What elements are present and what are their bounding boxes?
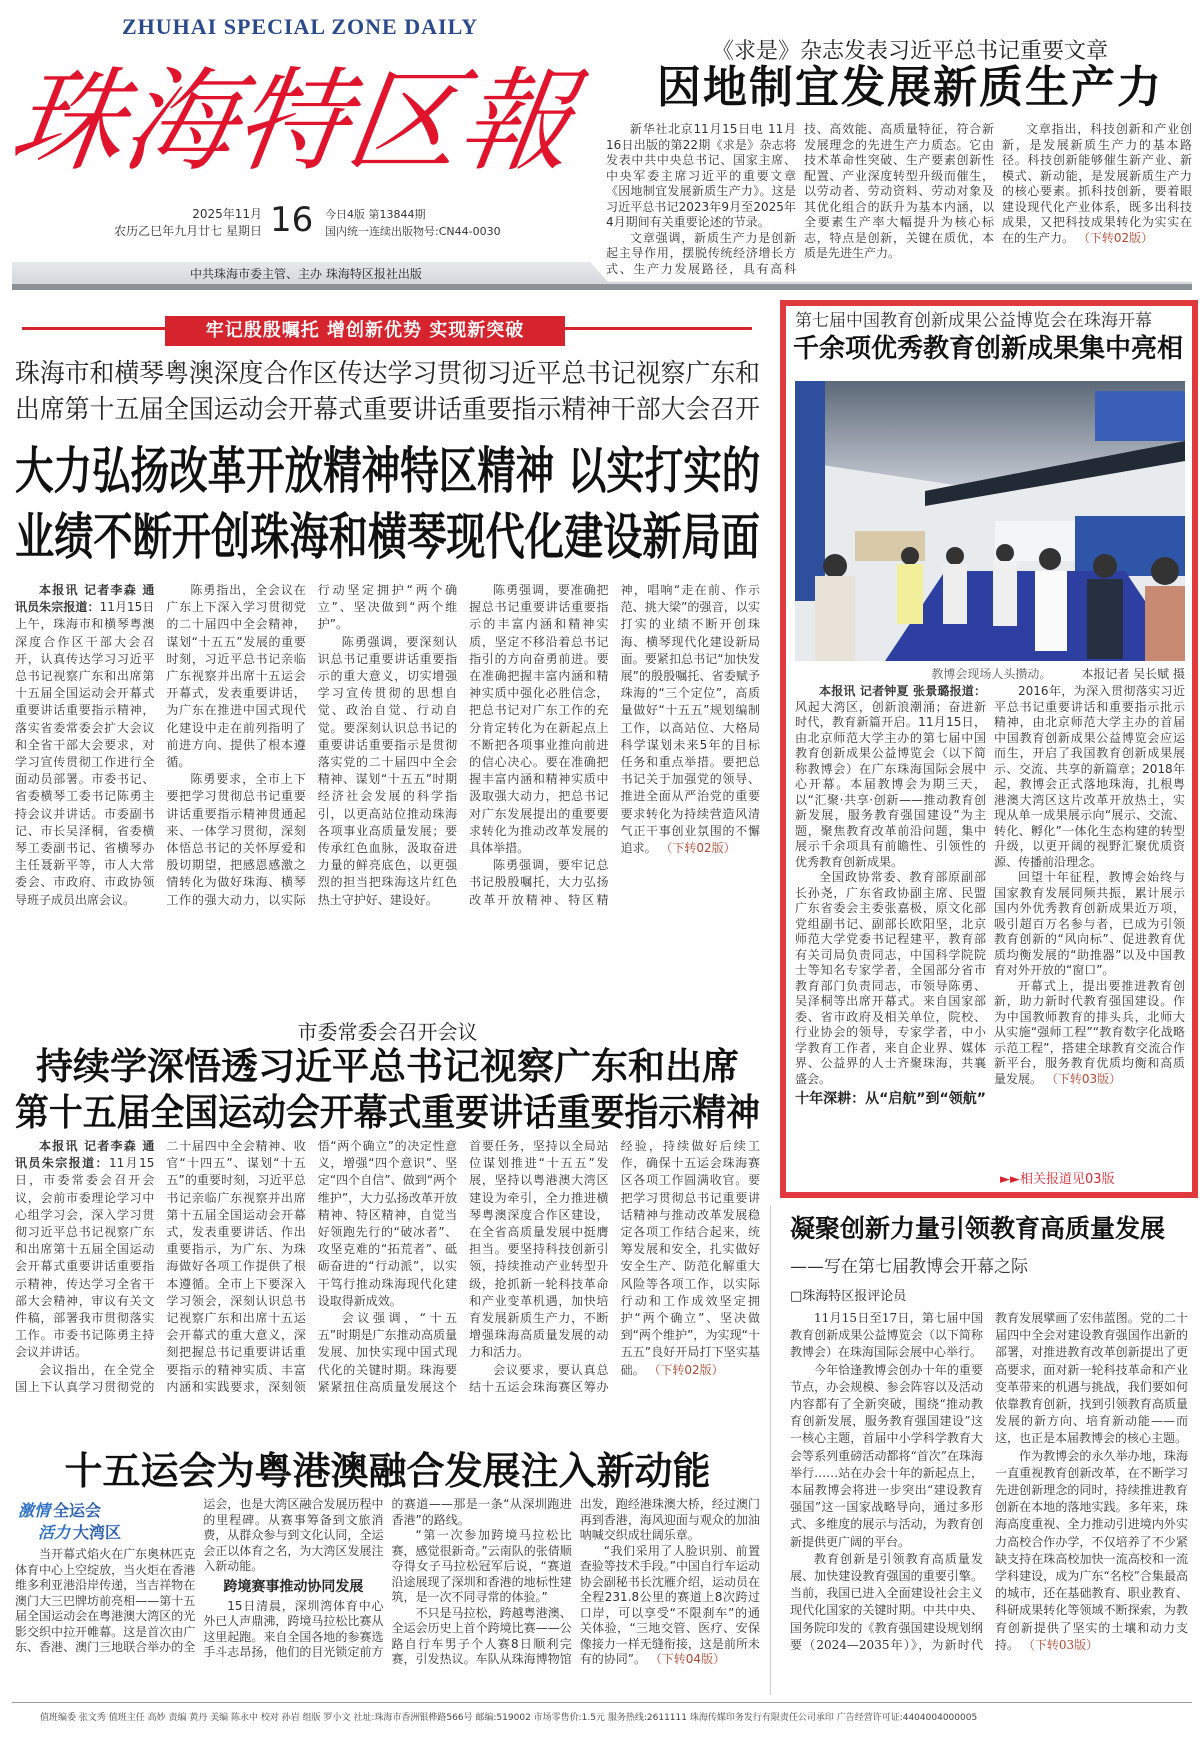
commentary-body	[790, 1310, 1188, 1694]
column-divider	[770, 1205, 771, 1695]
paragraph-text: 会议要求，要认真总结十五运会珠海赛区筹办经验，持续做好后续工作，确保十五运会珠海赛区各项工作圆满收官。要把学习贯彻总书记重要讲话精神与推动改革发展稳定各项工作结合起来，统筹发展和安全，扎实做好安全生产、防范化解重大风险等各项工作，以实际行动和工作成效坚定拥护“两个确立”、坚决做到“两个维护”，为实现“十五五”良好开局打下坚实基础。	[469, 1139, 760, 1394]
games-headline[interactable]: 十五运会为粤港澳融合发展注入新动能	[64, 1448, 711, 1493]
theme-banner: 牢记殷殷嘱托 增创新优势 实现新突破	[165, 316, 565, 346]
committee-headline-line: 第十五届全国运动会开幕式重要讲话重要指示精神	[15, 1090, 760, 1134]
paragraph	[580, 1544, 760, 1668]
dateline: 本报讯 记者李森 通讯员朱宗报道：	[15, 1139, 155, 1171]
paragraph-text: 11月15日上午，珠海市和横琴粤澳深度合作区干部大会召开，认真传达学习习近平总书记视察广东和出席第十五届全国运动会开幕式重要讲话重要指示精神，落实省委常委会扩大会议和全省干部大会要求，对学习宣传贯彻工作进行全面动员部署。市委书记、省委横琴工委书记陈勇主持会议并讲话。市委副书记、市长吴泽桐，省委横琴工委副书记、省横琴办主任聂新平等，市人大常委会、市政府、市政协领导班子成员出席会议。	[15, 600, 155, 907]
committee-kicker: 市委常委会召开会议	[297, 1020, 478, 1044]
paragraph: 陈勇强调，要深刻认识总书记重要讲话重要指示的重大意义，切实增强学习宣传贯彻的思想自觉、政治自觉、行动自觉。要深刻认识总书记的重要讲话重要指示是贯彻落实党的二十届四中全会精神、谋划“十五五”时期经济社会发展的科学指引，以更高站位推动珠海各项事业高质量发展；要传承红色血脉，汲取奋进力量的鲜亮底色，以更强烈的担当把珠海这片红色热土守护好、建设好。	[317, 634, 458, 907]
paragraph: 陈勇要求，全市上下要把学习贯彻总书记重要讲话重要指示精神贯通起来、一体学习贯彻，深刻体悟总书记的关怀厚爱和殷切期望，把感恩感激之情转化为做好珠海、横琴工作的强大动力，以实际行动坚定拥护“两个确立”、坚决做到“两个维护”。	[166, 583, 458, 907]
paragraph	[1002, 122, 1192, 246]
issue-date	[96, 206, 262, 240]
dateline: 本报讯 记者钟夏 张景璐报道：	[819, 684, 986, 698]
paragraph: 会议强调，“十五五”时期是广东推动高质量发展、加快实现中国式现代化的关键时期。珠海要紧紧扭住高质量发展这个首要任务，坚持以全局站位谋划推进“十五五”发展，坚持以粤港澳大湾区建设为牵引，全力推进横琴粤澳深度合作区建设，在全省高质量发展中挺膺担当。要坚持科技创新引领，持续推动产业转型升级，抢抓新一轮科技革命和产业变革机遇，加快培育发展新质生产力，不断增强珠海高质量发展的动力和活力。	[317, 1139, 609, 1394]
lead-subtitle-line: 珠海市和横琴粤澳深度合作区传达学习贯彻习近平总书记视察广东和	[15, 359, 760, 389]
paragraph	[994, 979, 1185, 1088]
expo-kicker: 第七届中国教育创新成果公益博览会在珠海开幕	[795, 311, 1152, 331]
paragraph: 全国政协常委、教育部原副部长孙尧，广东省政协副主席、民盟广东省委会主委张嘉极，原文化部党组副书记、副部长欧阳坚，北京师范大学党委书记程建平，教育部有关司局负责同志，中国科学院院士等知名专家学者，全国部分省市教育部门负责同志，市领导陈勇、吴泽桐等出席开幕式。来自国家部委、省市政府及相关单位，院校、行业协会的领导，专家学者，中小学教育工作者，来自企业界、媒体界、公益界的人士齐聚珠海，共襄盛会。	[795, 870, 986, 1086]
logo-script: 活力	[38, 1523, 71, 1542]
commentary-headline[interactable]: 凝聚创新力量引领教育高质量发展	[790, 1214, 1166, 1243]
qiushi-body	[606, 122, 1192, 280]
paragraph	[15, 1138, 154, 1362]
masthead-english-name: ZHUHAI SPECIAL ZONE DAILY	[122, 14, 479, 39]
expo-headline[interactable]: 千余项优秀教育创新成果集中亮相	[793, 334, 1184, 364]
paragraph: 新华社北京11月15日电 11月16日出版的第22期《求是》杂志将发表中共中央总书记、国家主席、中央军委主席习近平的重要文章《因地制宜发展新质生产力》。这是习近平总书记2023年9月至2025年4月期间有关重要论述的节录。	[606, 122, 796, 229]
date-gregorian: 2025年11月	[192, 207, 262, 221]
photo-credit: 本报记者 吴长赋 摄	[1081, 667, 1185, 681]
newspaper-logo: 珠海特区報	[2, 57, 582, 187]
related-reports-link[interactable]: ►►相关报道见03版	[1000, 1172, 1115, 1187]
paragraph: 今年恰逢教博会创办十年的重要节点，办会规模、参会阵容以及活动内容都有了全新突破，围绕“推动教育创新发展，服务教育强国建设”这一核心主题，首届中小学科学教育大会等系列重磅活动都将“首次”在珠海举行……站在办会十年的新起点上，本届教博会将进一步突出“建设教育强国”这一国家战略导向，通过多形式、多维度的展示与活动，为教育创新提供更广阔的平台。	[790, 1362, 983, 1549]
logo-line	[18, 1500, 138, 1522]
expo-body	[795, 684, 1185, 1166]
lead-body	[15, 582, 760, 1000]
paragraph	[795, 684, 986, 870]
paragraph: 文章强调，新质生产力是创新起主导作用，摆脱传统经济增长方式、生产力发展路径，具有高科技、高效能、高质量特征，符合新发展理念的先进生产力质态。它由技术革命性突破、生产要素创新性配置、产业深度转型升级而催生，以劳动者、劳动资料、劳动对象及其优化组合的跃升为基本内涵，以全要素生产率大幅提升为核心标志，特点是创新，关键在质优，本质是先进生产力。	[606, 122, 994, 276]
caption-text: 教博会现场人头攒动。	[931, 667, 1052, 681]
issue-pages: 今日4版 第13844期	[325, 208, 426, 221]
paragraph: 11月15日至17日，第七届中国教育创新成果公益博览会（以下简称教博会）在珠海国际会展中心举行。	[790, 1311, 983, 1360]
commentary-subtitle: ——写在第七届教博会开幕之际	[790, 1257, 1028, 1277]
date-lunar: 农历乙巳年九月廿七 星期日	[114, 224, 262, 238]
paragraph: 陈勇指出，全会议在广东上下深入学习贯彻党的二十届四中全会精神，谋划“十五五”发展的重要时刻，习近平总书记亲临广东视察并出席十五运会开幕式，发表重要讲话，为广东在推进中国式现代化建设中走在前列指明了前进方向、提供了根本遵循。	[166, 583, 306, 770]
paragraph: 2016年，为深入贯彻落实习近平总书记重要讲话和重要指示批示精神，由北京师范大学主办的首届中国教育创新成果公益博览会应运而生，开启了我国教育创新成果展示、交流、共享的新篇章；2018年起，教博会正式落地珠海，扎根粤港澳大湾区这片改革开放热土，实现从单一成果展示向“展示、交流、转化、孵化”一体化生态构建的转型升级，以更开阔的视野汇聚优质资源、传播前沿理念。	[994, 684, 1185, 869]
continued-link[interactable]: （下转02版）	[660, 841, 736, 856]
paragraph-text: 作为教博会的永久举办地，珠海一直重视教育创新改革，在不断学习先进创新理念的同时，持续推进教育创新在本地的落地实践。多年来，珠海高度重视、全力推动引进境内外实力高校合作办学，不仅培养了不少紧缺支持在珠高校加快一流高校和一流学科建设，成为广东“名校”合集最高的城市，还在基础教育、职业教育、科研成果转化等领域不断探索，为教育创新提供了坚实的土壤和动力支持。	[995, 1448, 1188, 1652]
photo-caption	[795, 665, 1185, 682]
paragraph	[995, 1448, 1188, 1654]
qiushi-headline[interactable]: 因地制宜发展新质生产力	[657, 62, 1163, 113]
continued-link[interactable]: （下转02版）	[648, 1362, 724, 1377]
dateline: 本报讯 记者李森 通讯员朱宗报道：	[15, 583, 155, 615]
logo-text: 全运会	[53, 1501, 102, 1520]
publisher-line: 中共珠海市委主管、主办 珠海特区报社出版	[190, 267, 422, 281]
paragraph: 会议指出，在全党全国上下认真学习贯彻党的二十届四中全会精神、收官“十四五”、谋划“十五五”的重要时刻，习近平总书记亲临广东视察并出席第十五届全国运动会开幕式，发表重要讲话、作出重要指示，为广东、为珠海做好各项工作提供了根本遵循。全市上下要深入学习领会，深刻认识总书记视察广东和出席十五运会开幕式的重大意义，深刻把握总书记重要讲话重要指示的精神实质、丰富内涵和实践要求，深刻领悟“两个确立”的决定性意义，增强“四个意识”、坚定“四个自信”、做到“两个维护”，大力弘扬改革开放精神、特区精神，自觉当好领跑先行的“破冰者”、攻坚克难的“拓荒者”、砥砺奋进的“行动派”，以实干笃行推动珠海现代化建设取得新成效。	[15, 1139, 458, 1394]
footer-rule	[12, 1702, 1192, 1703]
issue-info	[325, 206, 501, 240]
logo-line	[18, 1522, 138, 1544]
continued-link[interactable]: （下转04版）	[649, 1652, 726, 1666]
paragraph: 教育创新是引领教育高质量发展、加快建设教育强国的重要引擎。当前，我国已进入全面建设社会主义现代化国家的关键时期。中共中央、国务院印发的《教育强国建设规划纲要（2024—2035年）》，为新时代教育发展擘画了宏伟蓝图。党的二十届四中全会对建设教育强国作出新的部署，对推进教育改革创新提出了更高要求，面对新一轮科技革命和产业变革带来的机遇与挑战，我们要如何依靠教育创新，找到引领教育高质量发展的新方向、培育新动能——而这，也正是本届教博会的核心主题。	[790, 1311, 1188, 1652]
games-column-logo	[18, 1500, 138, 1548]
footer-imprint: 值班编委 张文秀 值班主任 高妙 责编 黄丹 美编 陈永中 校对 孙岩 组版 罗小文 社址:珠海市香洲银桦路566号 邮编:519002 市场零售价:1.5元 服务热线:2611111 珠海传媒印务发行有限责任公司承印 广告经营许可证:4404004000005	[40, 1713, 978, 1723]
expo-subheading: 十年深耕：从“启航”到“领航”	[795, 1091, 986, 1107]
logo-script: 激情	[18, 1501, 51, 1520]
issue-serial: 国内统一连续出版物号:CN44-0030	[325, 225, 501, 238]
lead-headline[interactable]	[15, 438, 760, 570]
logo-text: 大湾区	[73, 1523, 122, 1542]
paragraph	[15, 582, 154, 909]
commentary-byline: □珠海特区报评论员	[790, 1289, 907, 1304]
qiushi-kicker: 《求是》杂志发表习近平总书记重要文章	[711, 39, 1108, 64]
paragraph-text: 11月15日，市委常委会召开会议，会前市委理论学习中心组学习会，深入学习贯彻习近平总书记视察广东和出席第十五届全国运动会开幕式重要讲话重要指示精神，传达学习全省干部大会精神，审议有关文件稿，部署我市贯彻落实工作。市委书记陈勇主持会议并讲话。	[15, 1156, 155, 1360]
expo-photo	[795, 381, 1185, 661]
continued-link[interactable]: （下转03版）	[1022, 1637, 1099, 1652]
games-subheading: 跨境赛事推动协同发展	[223, 1578, 364, 1595]
lead-subtitle-line: 出席第十五届全国运动会开幕式重要讲话重要指示精神干部大会召开	[15, 395, 760, 425]
paragraph: 陈勇强调，要准确把握总书记重要讲话重要指示的丰富内涵和精神实质，坚定不移沿着总书记指引的方向奋勇前进。要在准确把握丰富内涵和精神实质中强化必胜信念，把总书记对广东工作的充分肯定转化为在新起点上不断把各项事业推向前进的信心决心。要在准确把握丰富内涵和精神实质中汲取强大动力，把总书记对广东发展提出的重要要求转化为推动改革发展的具体举措。	[469, 583, 609, 856]
paragraph: “第一次参加跨境马拉松比赛，感觉很新奇。”云南队的张倩顺夺得女子马拉松冠军后说，“赛道沿途展现了深圳和香港的地标性建筑，是一次不同寻常的体验。”	[391, 1528, 572, 1604]
issue-day: 16	[270, 200, 314, 240]
paragraph-text: 陈勇强调，要牢记总书记殷殷嘱托，大力弘扬改革开放精神、特区精神，唱响“走在前、作示范、挑大梁”的强音，以实打实的业绩不断开创珠海、横琴现代化建设新局面。要紧扣总书记“加快发展”的殷殷嘱托、省委赋予珠海的“三个定位”，高质量做好“十五五”规划编制工作，以高站位、大格局科学谋划未来5年的目标任务和重点举措。要把总书记关于加强党的领导、推进全面从严治党的重要要求转化为持续营造风清气正干事创业氛围的不懈追求。	[469, 583, 760, 907]
paragraph: 回望十年征程，教博会始终与国家教育发展同频共振，累计展示国内外优秀教育创新成果近万项，吸引超百万名参与者，已成为引领教育创新的“风向标”、促进教育优质均衡发展的“助推器”以及中国教育对外开放的“窗口”。	[994, 870, 1185, 977]
continued-link[interactable]: （下转02版）	[1077, 230, 1154, 245]
paragraph-text: 开幕式上，提出要推进教育创新，助力新时代教育强国建设。作为中国教师教育的排头兵，北师大从实施“强师工程”“教育数字化战略示范工程”，搭建全球教育交流合作新平台，服务教育优质均衡和高质量发展。	[994, 978, 1185, 1086]
lead-headline-line: 大力弘扬改革开放精神特区精神 以实打实的	[15, 441, 761, 500]
paragraph-text: 文章指出，科技创新和产业创新，是发展新质生产力的基本路径。科技创新能够催生新产业、新模式、新动能，是发展新质生产力的核心要素。抓科技创新，要着眼建设现代化产业体系，既多出科技成果，又把科技成果转化为实实在在的生产力。	[1002, 122, 1192, 245]
committee-headline-line: 持续学深悟透习近平总书记视察广东和出席	[36, 1044, 739, 1088]
paragraph: 当开幕式焰火在广东奥林匹克体育中心上空绽放，当火炬在香港维多利亚港沿岸传递，当吉祥物在澳门大三巴牌坊前亮相——第十五届全国运动会在粤港澳大湾区的光影交织中拉开帷幕。这是首次由广东、香港、澳门三地联合举办的全运会，也是大湾区融合发展历程中的里程碑。从赛事筹备到文旅消费，从群众参与到文化认同，全运会正以体育之名，为大湾区发展注入新动能。	[15, 1497, 384, 1654]
lead-subtitle	[15, 356, 760, 428]
exhibition-hall-image	[795, 381, 1185, 661]
continued-link[interactable]: （下转03版）	[1045, 1071, 1122, 1086]
paragraph: 不只是马拉松，跨越粤港澳、全运会历史上首个跨境比赛——公路自行车男子个人赛8日顺利完赛，引发热议。车队从珠海博物馆出发，跑经港珠澳大桥，经过澳门再到香港，海风迎面与观众的加油呐喊交织成壮阔乐章。	[391, 1497, 760, 1666]
lead-headline-line: 业绩不断开创珠海和横琴现代化建设新局面	[15, 507, 760, 566]
committee-headline[interactable]	[15, 1043, 760, 1135]
paragraph: 15日清晨，深圳湾体育中心外已人声鼎沸，跨境马拉松比赛从这里起跑。来自全国各地的参赛选手斗志昂扬，他们的目光锁定前方的赛道——那是一条“从深圳跑进香港”的路线。	[203, 1497, 572, 1659]
committee-body	[15, 1138, 760, 1428]
paragraph-text: “我们采用了人脸识别、前置查验等技术手段。”中国自行车运动协会副秘书长沈雁介绍，运动员在全程231.8公里的赛道上8次跨过口岸，可以享受“不限刹车”的通关体验，“三地交管、医疗、安保像接力一样无缝衔接，这是前所未有的协同”。	[579, 1543, 760, 1666]
paragraph-text: 风起大湾区，创新浪潮涌；奋进新时代，教育新篇开启。11月15日，由北京师范大学主办的第七届中国教育创新成果公益博览会（以下简称教博会）在广东珠海国际会展中心开幕。本届教博会为期三天，以“汇聚·共享·创新——推动教育创新发展，服务教育强国建设”为主题，聚焦教育改革前沿问题，集中展示千余项具有前瞻性、引领性的优秀教育创新成果。	[795, 699, 986, 869]
